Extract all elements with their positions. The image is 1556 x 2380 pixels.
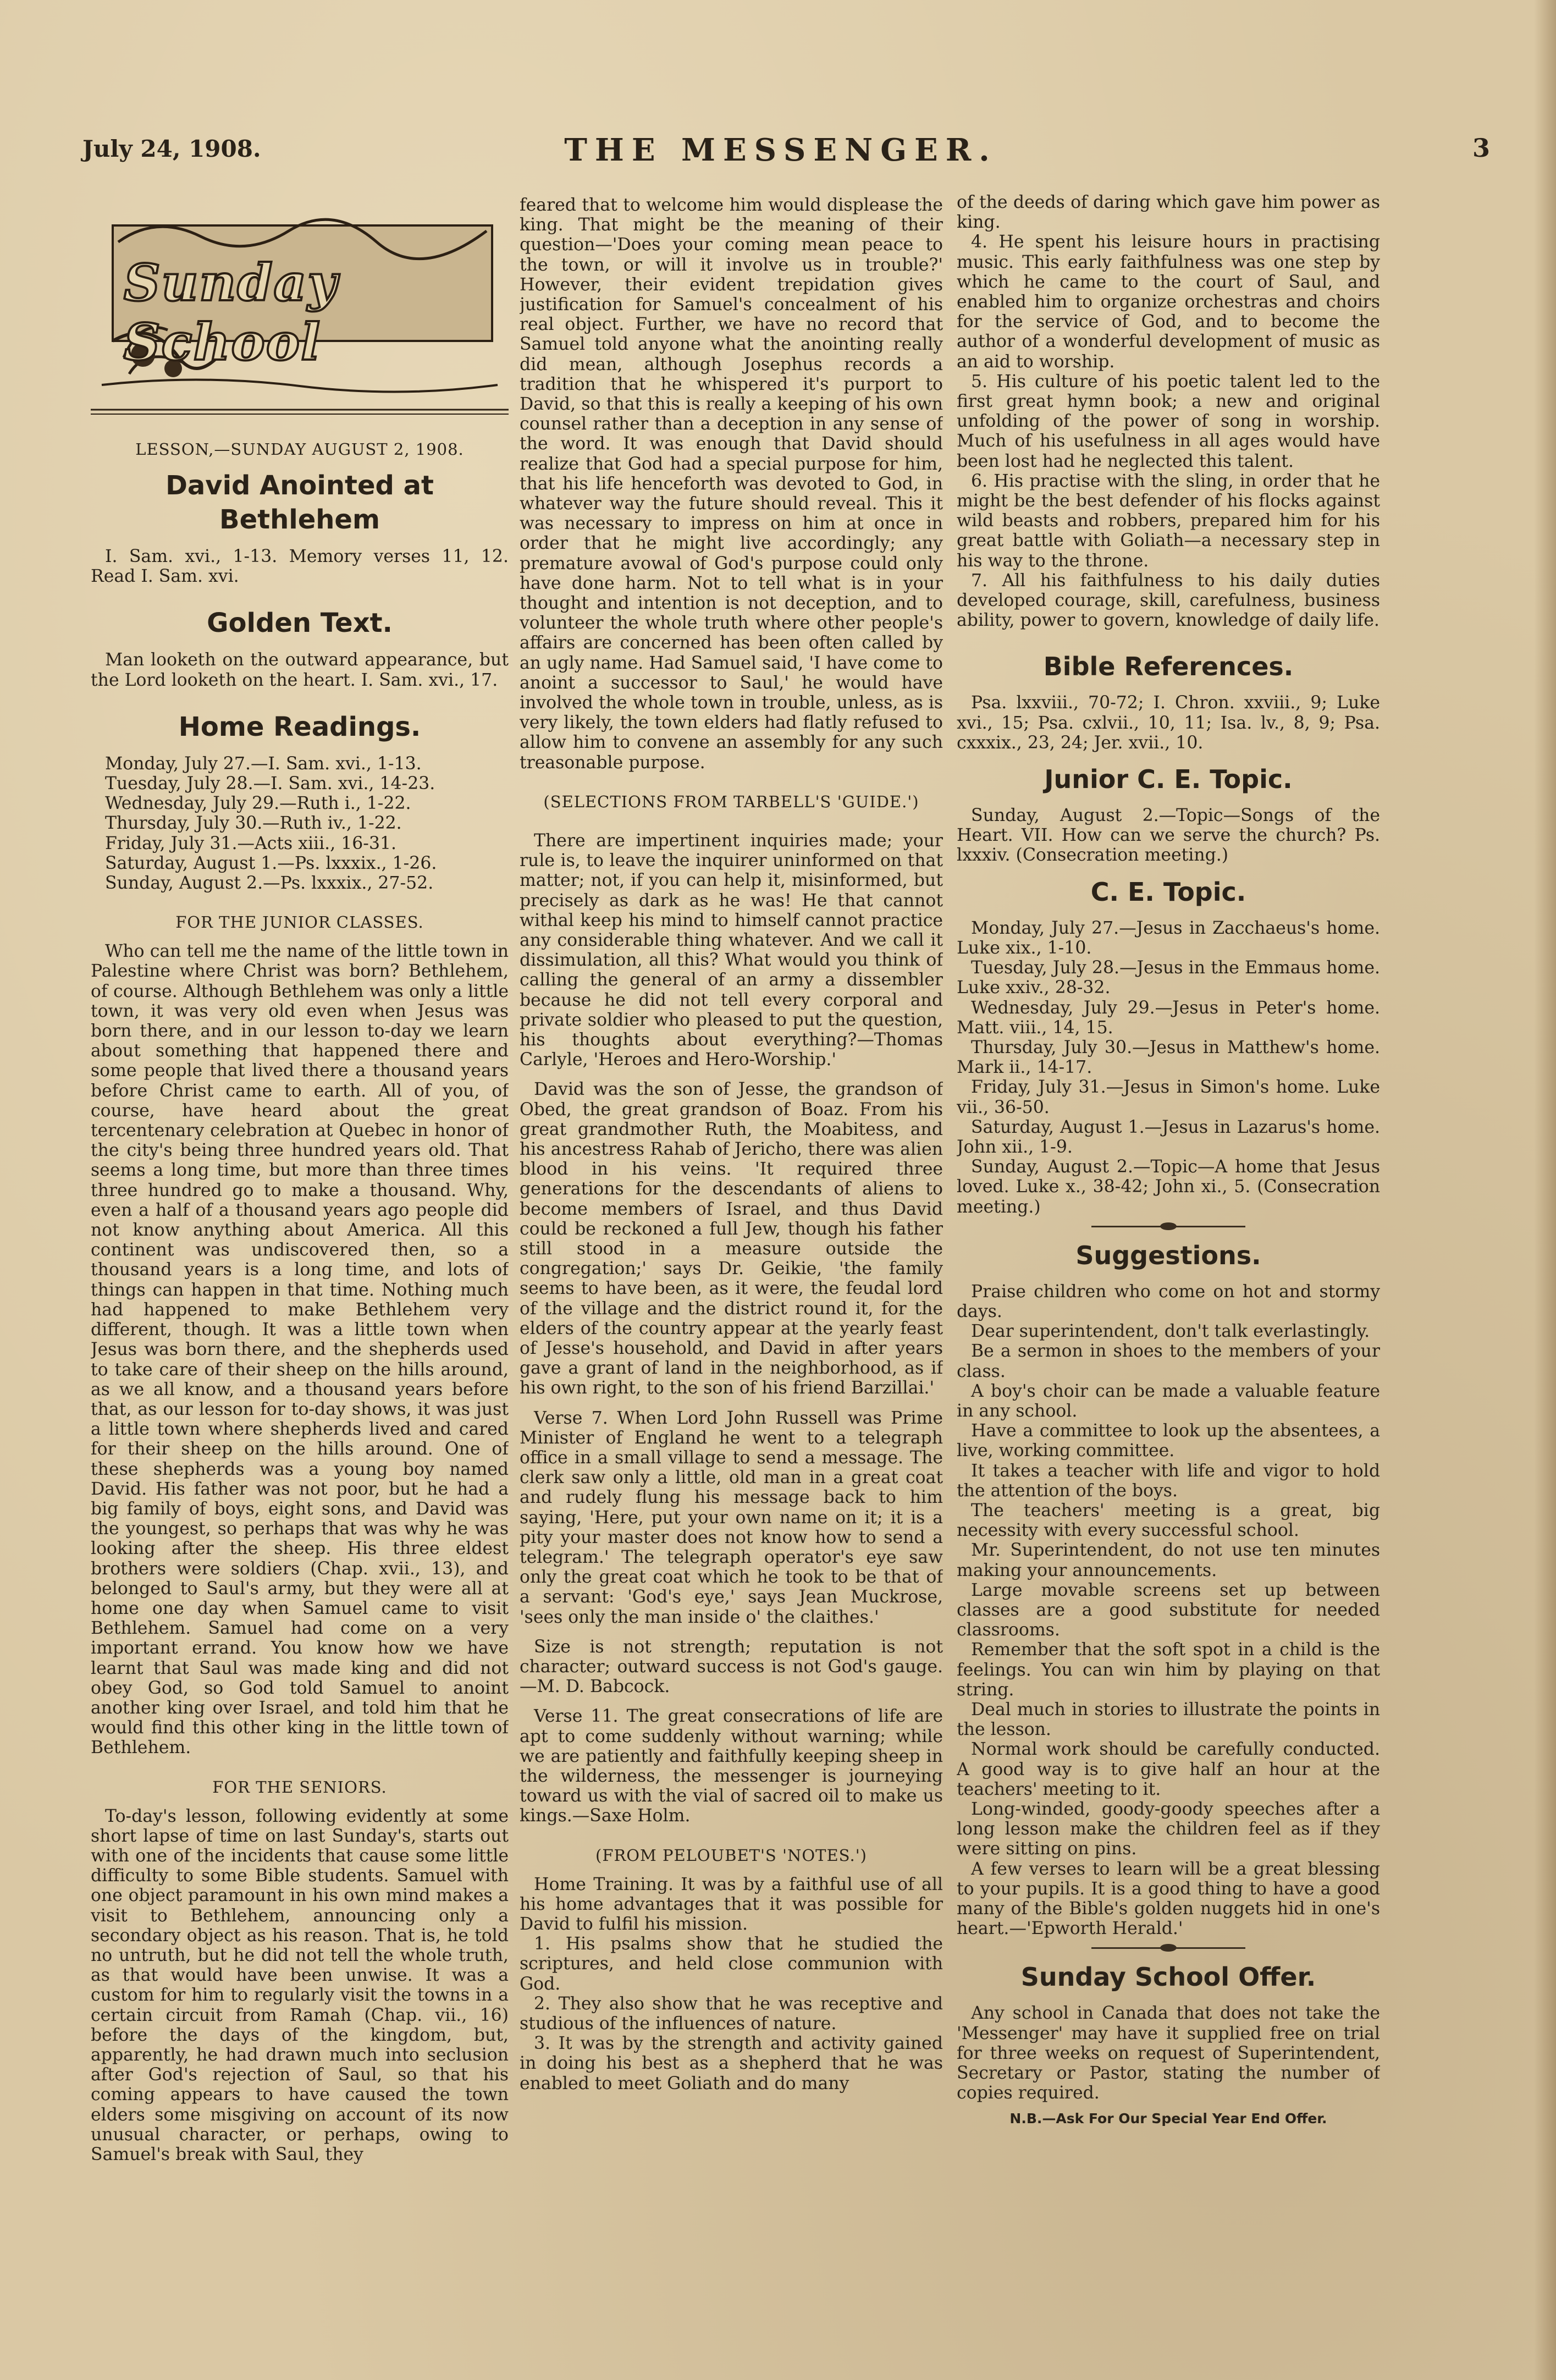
column-3 <box>957 192 1380 2310</box>
tarbell-paragraph: There are impertinent inquiries made; your rule is, to leave the inquirer uninformed on that matter; not, if you can help it, misinformed, but precisely as dark as he was! He that cannot withal keep his mind to himself cannot practice any considerable thing whatever. And we call it dissimulation, all this? What would you think of calling the general of an army a dissembler because he did not tell every corporal and private soldier who pleased to put the question, his thoughts about everything?—Thomas Carlyle, 'Heroes and Hero-Worship.' <box>520 830 943 1070</box>
list-item: Tuesday, July 28.—I. Sam. xvi., 14-23. <box>105 774 435 794</box>
offer-body: Any school in Canada that does not take the 'Messenger' may have it supplied free on trial for three weeks on request of Superintendent, Secretary or Pastor, stating the number of copies required. <box>957 2003 1380 2103</box>
seniors-body: To-day's lesson, following evidently at some short lapse of time on last Sunday's, starts out with one of the incidents that cause some little difficulty to some Bible students. Samuel with one object paramount in his own mind makes a visit to Bethlehem, announcing only a secondary object as his reason. That is, he told no untruth, but he did not tell the whole truth, as that would have been unwise. It was a custom for him to regularly visit the towns in a certain circuit from Ramah (Chap. vii., 16) before the days of the kingdom, but, apparently, he had drawn much into seclusion after God's rejection of Saul, so that his coming appears to have caused the town elders some misgiving on account of its now unusual character, or perhaps, owing to Samuel's break with Saul, they <box>91 1806 509 2165</box>
junior-ce-body: Sunday, August 2.—Topic—Songs of the Heart. VII. How can we serve the church? Ps. lxxxiv. (Consecration meeting.) <box>957 806 1380 866</box>
home-readings-title: Home Readings. <box>178 711 421 742</box>
list-item: Be a sermon in shoes to the members of your class. <box>957 1341 1380 1381</box>
list-item: Friday, July 31.—Jesus in Simon's home. Luke vii., 36-50. <box>957 1077 1380 1117</box>
peloubet-point: 5. His culture of his poetic talent led to the first great hymn book; a new and original unfolding of the power of song in worship. Much of his usefulness in all ages would have been lost had he neglected this talent. <box>957 371 1380 471</box>
list-item: Large movable screens set up between classes are a good substitute for needed classrooms. <box>957 1580 1380 1640</box>
section-divider <box>1091 1222 1245 1230</box>
list-item: Remember that the soft spot in a child is the feelings. You can win him by playing on that string. <box>957 1640 1380 1700</box>
golden-text-title: Golden Text. <box>207 608 393 639</box>
peloubet-paragraph: 3. It was by the strength and activity gained in doing his best as a shepherd that he was enabled to meet Goliath and do many <box>520 2034 943 2093</box>
ce-topic-list <box>957 918 1380 1217</box>
publication-title: THE MESSENGER. <box>564 132 997 168</box>
peloubet-paragraph: Home Training. It was by a faithful use of all his home advantages that it was possible for David to fulfil his mission. <box>520 1874 943 1935</box>
tarbell-paragraph: Verse 11. The great consecrations of life are apt to come suddenly without warning; while we are patiently and faithfully keeping sheep in the wilderness, the messenger is journeying toward us with the vial of sacred oil to make us kings.—Saxe Holm. <box>520 1706 943 1826</box>
list-item: Friday, July 31.—Acts xiii., 16-31. <box>105 833 397 853</box>
lesson-heading: LESSON,—SUNDAY AUGUST 2, 1908. <box>135 440 464 459</box>
column-2 <box>520 195 943 2312</box>
list-item: Saturday, August 1.—Jesus in Lazarus's home. John xii., 1-9. <box>957 1117 1380 1157</box>
list-item: Wednesday, July 29.—Ruth i., 1-22. <box>105 794 411 814</box>
list-item: Sunday, August 2.—Topic—A home that Jesus loved. Luke x., 38-42; John xi., 5. (Consecration meeting.) <box>957 1157 1380 1217</box>
junior-classes-heading: FOR THE JUNIOR CLASSES. <box>175 913 424 932</box>
peloubet-heading: (FROM PELOUBET'S 'NOTES.') <box>595 1845 867 1865</box>
suggestions-title: Suggestions. <box>1075 1240 1261 1270</box>
tarbell-paragraph: Verse 7. When Lord John Russell was Prime Minister of England he went to a telegraph office in a small village to send a message. The clerk saw only a little, old man in a great coat and rudely flung his message back to him saying, 'Here, put your own name on it; it is a pity your master does not know how to send a telegram.' The telegraph operator's eye saw only the great coat which he took to be that of a servant: 'God's eye,' says Jean Muckrose, 'sees only the man inside o' the claithes.' <box>520 1408 943 1627</box>
list-item: Praise children who come on hot and stormy days. <box>957 1281 1380 1321</box>
junior-ce-title: Junior C. E. Topic. <box>1044 764 1293 795</box>
tarbell-paragraph: Size is not strength; reputation is not character; outward success is not God's gauge.—M. D. Babcock. <box>520 1637 943 1697</box>
list-item: Wednesday, July 29.—Jesus in Peter's home. Matt. viii., 14, 15. <box>957 998 1380 1038</box>
list-item: It takes a teacher with life and vigor to hold the attention of the boys. <box>957 1461 1380 1501</box>
bible-references-title: Bible References. <box>1043 652 1294 682</box>
list-item: Sunday, August 2.—Ps. lxxxix., 27-52. <box>105 873 434 894</box>
bible-references-body: Psa. lxxviii., 70-72; I. Chron. xxviii., 9; Luke xvi., 15; Psa. cxlvii., 10, 11; Isa. lv., 8, 9; Psa. cxxxix., 23, 24; Jer. xvii., 10. <box>957 693 1380 753</box>
masthead <box>82 132 1490 170</box>
tarbell-heading: (SELECTIONS FROM TARBELL'S 'GUIDE.') <box>543 792 919 811</box>
peloubet-point: 4. He spent his leisure hours in practising music. This early faithfulness was one step by which he came to the court of Saul, and enabled him to organize orchestras and choirs for the service of God, and to become the author of a wonderful development of music as an aid to worship. <box>957 232 1380 372</box>
list-item: Monday, July 27.—Jesus in Zacchaeus's home. Luke xix., 1-10. <box>957 918 1380 958</box>
page-number: 3 <box>1472 133 1490 163</box>
golden-text-body: Man looketh on the outward appearance, but the Lord looketh on the heart. I. Sam. xvi., 17. <box>91 650 509 690</box>
seniors-heading: FOR THE SENIORS. <box>212 1777 387 1797</box>
list-item: Dear superintendent, don't talk everlastingly. <box>971 1321 1370 1342</box>
lesson-title: David Anointed at Bethlehem <box>165 470 434 535</box>
sunday-school-logo <box>91 192 509 423</box>
list-item: Normal work should be carefully conducted. A good way is to give half an hour at the teachers' meeting to it. <box>957 1739 1380 1799</box>
peloubet-point: 7. All his faithfulness to his daily duties developed courage, skill, carefulness, business ability, power to govern, knowledge of daily life. <box>957 570 1380 631</box>
junior-classes-body: Who can tell me the name of the little town in Palestine where Christ was born? Bethlehem, of course. Although Bethlehem was only a little town, it was very old even when Jesus was born there, and in our lesson to-day we learn about something that happened there and some people that lived there a thousand years before Christ came to earth. All of you, of course, have heard about the great tercentenary celebration at Quebec in honor of the city's being three hundred years old. That seems a long time, but more than three times three hundred go to make a thousand. Why, even a half of a thousand years ago people did not know anything about America. All this continent was undiscovered then, so a thousand years is a long time, and lots of things can happen in that time. Nothing much had happened to make Bethlehem very different, though. It was a little town when Jesus was born there, and the shepherds used to take care of their sheep on the hills around, as we all know, and a thousand years before that, as our lesson for to-day shows, it was just a little town where shepherds lived and cared for their sheep on the hills around. One of these shepherds was a young boy named David. His father was not poor, but he had a big family of boys, eight sons, and David was the youngest, so perhaps that was why he was looking after the sheep. His three eldest brothers were soldiers (Chap. xvii., 13), and belonged to Saul's army, but they were all at home one day when Samuel came to visit Bethlehem. Samuel had come on a very important errand. You know how we have learnt that Saul was made king and did not obey God, so God told Samuel to anoint another king over Israel, and told him that he would find this other king in the little town of Bethlehem. <box>91 941 509 1758</box>
list-item: Have a committee to look up the absentees, a live, working committee. <box>957 1421 1380 1461</box>
list-item: Mr. Superintendent, do not use ten minutes making your announcements. <box>957 1540 1380 1580</box>
peloubet-point: 6. His practise with the sling, in order that he might be the best defender of his flocks against wild beasts and robbers, prepared him for his great battle with Goliath—a necessary step in his way to the throne. <box>957 471 1380 571</box>
tarbell-paragraph: David was the son of Jesse, the grandson of Obed, the great grandson of Boaz. From his great grandmother Ruth, the Moabitess, and his ancestress Rahab of Jericho, there was alien blood in his veins. 'It required three generations for the descendants of aliens to become members of Israel, and thus David could be reckoned a full Jew, though his father still stood in a measure outside the congregation;' says Dr. Geikie, 'the family seems to have been, as it were, the feudal lord of the village and the district round it, for the elders of the country appear at the yearly feast of Jesse's household, and David in after years gave a grant of land in the neighborhood, as if his own right, to the son of his friend Barzillai.' <box>520 1079 943 1398</box>
list-item: Saturday, August 1.—Ps. lxxxix., 1-26. <box>105 853 437 873</box>
peloubet-continued: of the deeds of daring which gave him power as king. <box>957 192 1380 233</box>
list-item: Deal much in stories to illustrate the points in the lesson. <box>957 1700 1380 1740</box>
peloubet-paragraph: 2. They also show that he was receptive and studious of the influences of nature. <box>520 1993 943 2034</box>
peloubet-paragraph: 1. His psalms show that he studied the scriptures, and held close communion with God. <box>520 1934 943 1994</box>
lesson-reference: I. Sam. xvi., 1-13. Memory verses 11, 12. Read I. Sam. xvi. <box>91 547 509 587</box>
list-item: Long-winded, goody-goody speeches after a long lesson make the children feel as if they were sitting on pins. <box>957 1799 1380 1859</box>
home-readings-list <box>91 754 509 893</box>
suggestions-list <box>957 1282 1380 1939</box>
list-item: A few verses to learn will be a great blessing to your pupils. It is a good thing to have a good many of the Bible's golden nuggets hid in one's heart.—'Epworth Herald.' <box>957 1859 1380 1939</box>
page-edge-shadow <box>1534 0 1556 2380</box>
section-divider <box>1091 1944 1245 1952</box>
list-item: Monday, July 27.—I. Sam. xvi., 1-13. <box>105 753 422 774</box>
issue-date: July 24, 1908. <box>82 135 261 162</box>
column-1 <box>91 192 509 2310</box>
list-item: A boy's choir can be made a valuable feature in any school. <box>957 1381 1380 1421</box>
offer-note: N.B.—Ask For Our Special Year End Offer. <box>1009 2111 1327 2127</box>
ce-topic-title: C. E. Topic. <box>1090 877 1246 907</box>
list-item: The teachers' meeting is a great, big necessity with every successful school. <box>957 1500 1380 1541</box>
list-item: Thursday, July 30.—Ruth iv., 1-22. <box>105 813 402 834</box>
offer-title: Sunday School Offer. <box>1020 1962 1316 1992</box>
list-item: Thursday, July 30.—Jesus in Matthew's home. Mark ii., 14-17. <box>957 1037 1380 1078</box>
list-item: Tuesday, July 28.—Jesus in the Emmaus home. Luke xxiv., 28-32. <box>957 958 1380 998</box>
logo-lettering: Sunday School <box>124 253 338 372</box>
seniors-continued: feared that to welcome him would displease the king. That might be the meaning of their question—'Does your coming mean peace to the town, or will it involve us in trouble?' However, their evident trepidation gives justification for Samuel's concealment of his real object. Further, we have no record that Samuel told anyone what the anointing really did mean, although Josephus records a tradition that he whispered it's purport to David, so that this is really a keeping of his own counsel rather than a deception in any sense of the word. It was enough that David should realize that God had a special purpose for him, that his life henceforth was devoted to God, in whatever way the future should reveal. This it was necessary to impress on him at once in order that he might live accordingly; any premature avowal of God's purpose could only have done harm. Not to tell what is in your thought and intention is not deception, and to volunteer the whole truth where other people's affairs are concerned has been often called by an ugly name. Had Samuel said, 'I have come to anoint a successor to Saul,' he would have involved the whole town in trouble, unless, as is very likely, the town elders had flatly refused to allow him to convene an assembly for any such treasonable purpose. <box>520 195 943 773</box>
